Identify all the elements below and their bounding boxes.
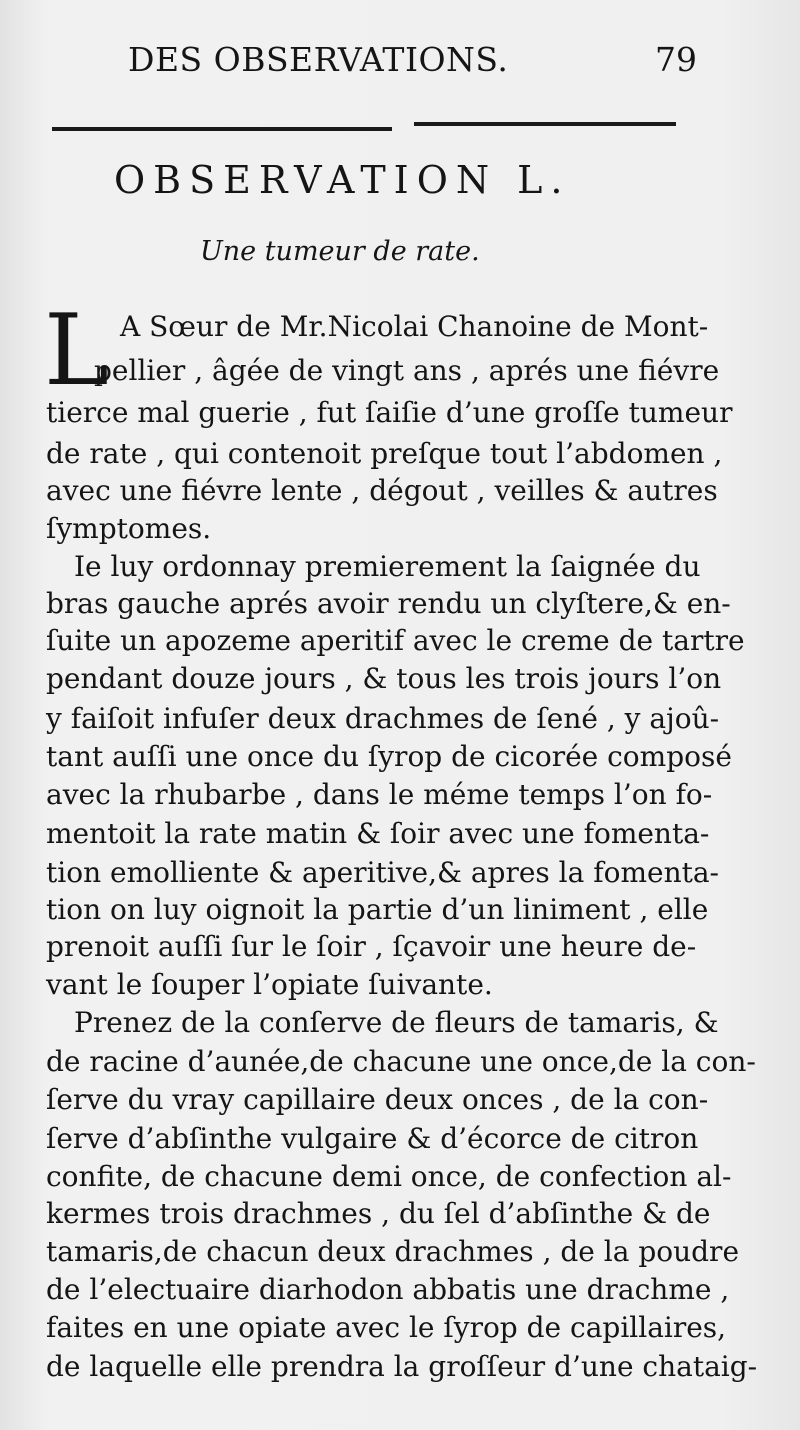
text-line: avec une fiévre lente , dégout , veilles & autres	[46, 474, 718, 507]
text-line: tamaris,de chacun deux drachmes , de la poudre	[46, 1235, 740, 1268]
text-line: tion on luy oignoit la partie d’un liniment , elle	[46, 893, 709, 926]
text-line: y faiſoit infuſer deux drachmes de ſené , y ajoû-	[46, 702, 720, 735]
drop-cap: L	[44, 294, 110, 408]
text-line: ſuite un apozeme aperitif avec le creme de tartre	[46, 624, 745, 657]
page-number: 79	[655, 40, 697, 79]
text-line: de laquelle elle prendra la groſſeur d’une chataig-	[46, 1350, 758, 1383]
text-line: Ie luy ordonnay premierement la ſaignée du	[74, 550, 701, 583]
text-line: kermes trois drachmes , du ſel d’abſinthe & de	[46, 1197, 711, 1230]
text-line: confite, de chacune demi once, de confection al-	[46, 1160, 732, 1193]
text-line: mentoit la rate matin & ſoir avec une fomenta-	[46, 817, 710, 850]
text-line: de l’electuaire diarhodon abbatis une drachme ,	[46, 1273, 730, 1306]
observation-heading: OBSERVATION L.	[114, 158, 571, 202]
header-rule-right	[414, 122, 676, 126]
text-line: ſerve du vray capillaire deux onces , de la con-	[46, 1083, 709, 1116]
text-line: avec la rhubarbe , dans le méme temps l’on fo-	[46, 778, 713, 811]
observation-subtitle: Une tumeur de rate.	[200, 236, 480, 267]
text-line: vant le ſouper l’opiate ſuivante.	[46, 968, 493, 1001]
text-line: tion emolliente & aperitive,& apres la fomenta-	[46, 856, 720, 889]
text-line: faites en une opiate avec le ſyrop de capillaires,	[46, 1311, 727, 1344]
text-line: ſymptomes.	[46, 512, 212, 545]
text-line: ſerve d’abſinthe vulgaire & d’écorce de citron	[46, 1122, 699, 1155]
text-line: de rate , qui contenoit preſque tout l’abdomen ,	[46, 437, 723, 470]
running-head: DES OBSERVATIONS.	[128, 40, 509, 79]
text-line: tierce mal guerie , fut ſaiſie d’une groſſe tumeur	[46, 396, 733, 429]
header-rule-left	[52, 127, 392, 131]
text-line: pellier , âgée de vingt ans , aprés une fiévre	[94, 354, 720, 387]
text-line: de racine d’aunée,de chacune une once,de la con-	[46, 1045, 756, 1078]
text-line: bras gauche aprés avoir rendu un clyſtere,& en-	[46, 587, 731, 620]
text-line: tant auſſi une once du ſyrop de cicorée composé	[46, 740, 732, 773]
text-line: A Sœur de Mr.Nicolai Chanoine de Mont-	[120, 310, 709, 343]
text-line: Prenez de la conſerve de fleurs de tamaris, &	[74, 1006, 719, 1039]
text-line: prenoit auſſi ſur le ſoir , ſçavoir une heure de-	[46, 930, 697, 963]
text-line: pendant douze jours , & tous les trois jours l’on	[46, 662, 722, 695]
